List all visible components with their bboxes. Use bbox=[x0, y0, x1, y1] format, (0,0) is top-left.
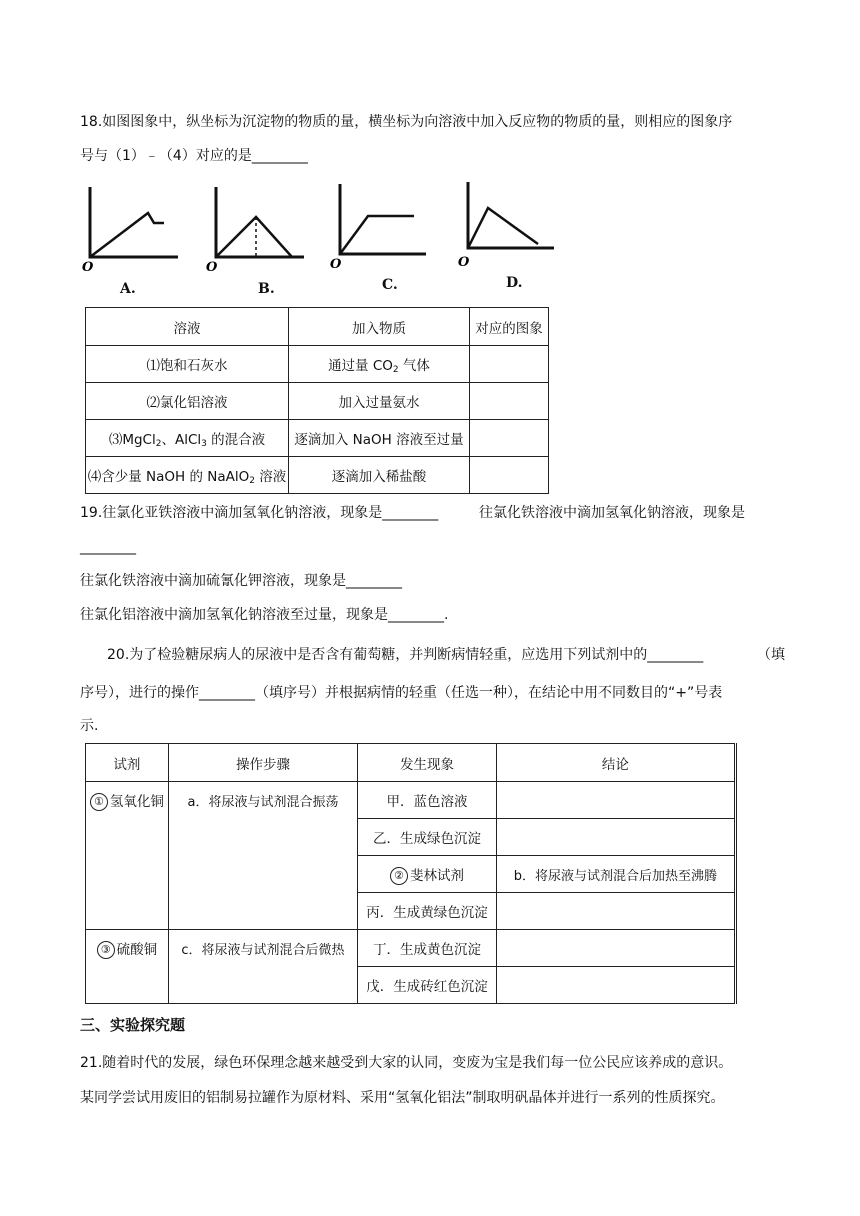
reagent-cell: ③ 硫酸铜 bbox=[86, 930, 169, 967]
added-cell: 通过量 $CO_2$ 气体 bbox=[289, 346, 470, 383]
q19-line-1a: 19.往氯化亚铁溶液中滴加氢氧化钠溶液，现象是________ bbox=[80, 505, 439, 521]
step-cell: b．将尿液与试剂混合后加热至沸腾 bbox=[496, 856, 735, 893]
answer-cell[interactable] bbox=[470, 420, 549, 457]
origin-label: O bbox=[206, 260, 218, 275]
graph-d-label: D. bbox=[506, 275, 523, 291]
q20-line-2: 序号），进行的操作________（填序号）并根据病情的轻重（任选一种），在结论中用不同数目的“+”号表 bbox=[80, 685, 723, 701]
table-row bbox=[86, 782, 736, 819]
added-cell: 逐滴加入 NaOH 溶液至过量 bbox=[289, 420, 470, 457]
graph-d bbox=[454, 180, 564, 270]
header-conclusion: 结论 bbox=[496, 744, 735, 782]
step-cell: a．将尿液与试剂混合振荡 bbox=[168, 782, 357, 819]
table-reagents bbox=[85, 743, 737, 1004]
header-reagent: 试剂 bbox=[86, 744, 169, 782]
q20-line-1a: 20.为了检验糖尿病人的尿液中是否含有葡萄糖，并判断病情轻重，应选用下列试剂中的________ bbox=[107, 647, 704, 663]
q19-line-1b: 往氯化铁溶液中滴加氢氧化钠溶液，现象是 bbox=[479, 505, 745, 521]
q20-line-1b: （填 bbox=[757, 647, 785, 663]
table-row bbox=[86, 346, 549, 383]
conclusion-cell[interactable] bbox=[496, 819, 735, 856]
table-row bbox=[86, 856, 736, 893]
q18-line-1: 18.如图图象中，纵坐标为沉淀物的物质的量，横坐标为向溶液中加入反应物的物质的量，则相应的图象序 bbox=[80, 114, 733, 130]
graph-a bbox=[78, 185, 188, 275]
added-cell: 加入过量氨水 bbox=[289, 383, 470, 420]
answer-cell[interactable] bbox=[470, 383, 549, 420]
reagent-cell: ② 斐林试剂 bbox=[358, 856, 497, 893]
table-header-row bbox=[86, 744, 736, 782]
header-steps: 操作步骤 bbox=[168, 744, 357, 782]
graph-c bbox=[326, 182, 436, 272]
q21-line-1: 21.随着时代的发展，绿色环保理念越来越受到大家的认同，变废为宝是我们每一位公民应该养成的意识。 bbox=[80, 1055, 733, 1071]
solution-cell: ⑷含少量 NaOH 的 NaAlO$_2$ 溶液 bbox=[86, 457, 289, 494]
graph-b-label: B. bbox=[258, 281, 275, 297]
header-graph: 对应的图象 bbox=[470, 308, 549, 346]
step-cell: c．将尿液与试剂混合后微热 bbox=[168, 930, 357, 967]
q21-line-2: 某同学尝试用废旧的铝制易拉罐作为原材料、采用“氢氧化铝法”制取明矾晶体并进行一系列的性质探究。 bbox=[80, 1090, 725, 1106]
table-row bbox=[86, 967, 736, 1004]
section-heading: 三、实验探究题 bbox=[80, 1016, 186, 1034]
header-phenomenon: 发生现象 bbox=[358, 744, 497, 782]
phenomenon-cell: 乙．生成绿色沉淀 bbox=[358, 819, 497, 856]
graph-a-label: A. bbox=[120, 281, 136, 297]
origin-label: O bbox=[330, 257, 342, 272]
phenomenon-cell: 戊．生成砖红色沉淀 bbox=[358, 967, 497, 1004]
conclusion-cell[interactable] bbox=[496, 782, 735, 819]
table-row bbox=[86, 383, 549, 420]
solution-cell: ⑵氯化铝溶液 bbox=[86, 383, 289, 420]
conclusion-cell[interactable] bbox=[496, 893, 735, 930]
phenomenon-cell: 丙．生成黄绿色沉淀 bbox=[358, 893, 497, 930]
header-solution: 溶液 bbox=[86, 308, 289, 346]
q20-line-3: 示. bbox=[80, 718, 99, 734]
q18-line-2: 号与（1）﹣（4）对应的是________ bbox=[80, 148, 308, 164]
phenomenon-cell: 丁．生成黄色沉淀 bbox=[358, 930, 497, 967]
answer-cell[interactable] bbox=[470, 346, 549, 383]
table-row bbox=[86, 930, 736, 967]
reagent-cell: ① 氢氧化铜 bbox=[86, 782, 169, 819]
origin-label: O bbox=[82, 260, 94, 275]
conclusion-cell[interactable] bbox=[496, 930, 735, 967]
table-solutions bbox=[85, 307, 549, 494]
conclusion-cell[interactable] bbox=[496, 967, 735, 1004]
header-added: 加入物质 bbox=[289, 308, 470, 346]
solution-cell: ⑶MgCl$_2$、AlCl$_3$ 的混合液 bbox=[86, 420, 289, 457]
q19-line-4: 往氯化铝溶液中滴加氢氧化钠溶液至过量，现象是________. bbox=[80, 607, 449, 623]
table-row bbox=[86, 819, 736, 856]
table-header-row bbox=[86, 308, 549, 346]
table-row bbox=[86, 420, 549, 457]
graph-b bbox=[202, 185, 312, 275]
q19-line-3: 往氯化铁溶液中滴加硫氰化钾溶液，现象是________ bbox=[80, 573, 402, 589]
table-row bbox=[86, 457, 549, 494]
answer-cell[interactable] bbox=[470, 457, 549, 494]
graph-c-label: C. bbox=[382, 277, 398, 293]
table-row bbox=[86, 893, 736, 930]
phenomenon-cell: 甲．蓝色溶液 bbox=[358, 782, 497, 819]
origin-label: O bbox=[458, 255, 470, 270]
added-cell: 逐滴加入稀盐酸 bbox=[289, 457, 470, 494]
solution-cell: ⑴饱和石灰水 bbox=[86, 346, 289, 383]
q19-line-2: ________ bbox=[80, 539, 136, 555]
